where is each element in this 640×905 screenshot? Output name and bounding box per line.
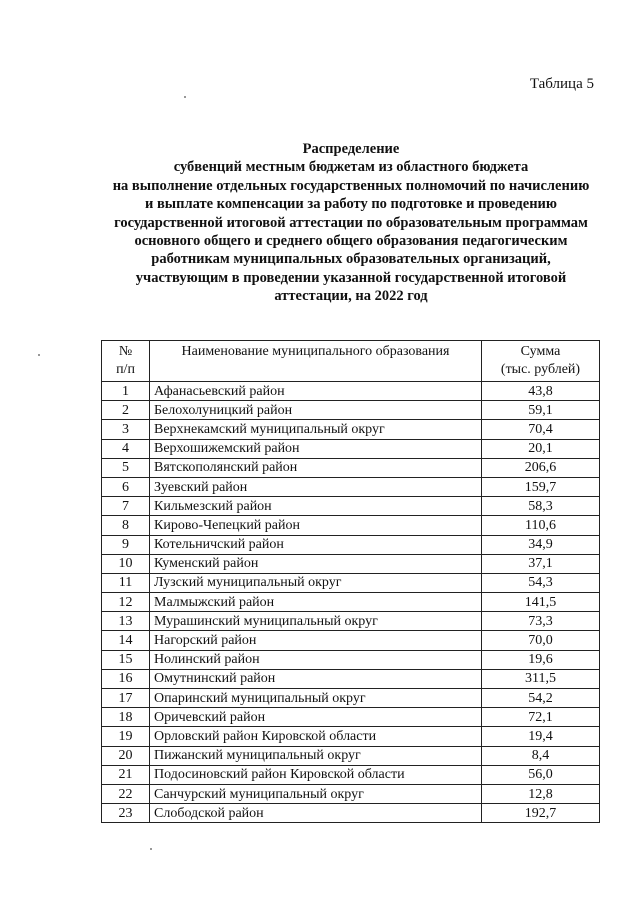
row-municipality-cell: Опаринский муниципальный округ <box>150 689 482 708</box>
row-number-cell: 3 <box>102 420 150 439</box>
table-row <box>102 382 600 401</box>
row-number-cell: 14 <box>102 631 150 650</box>
table-number-label: Таблица 5 <box>529 76 594 92</box>
row-municipality-cell: Пижанский муниципальный округ <box>150 746 482 765</box>
row-municipality-cell: Слободской район <box>150 804 482 823</box>
table-row <box>102 784 600 803</box>
row-municipality-cell: Верхнекамский муниципальный округ <box>150 420 482 439</box>
distribution-table <box>101 340 600 823</box>
row-sum-cell: 72,1 <box>482 708 600 727</box>
row-sum-cell: 206,6 <box>482 458 600 477</box>
table-row <box>102 689 600 708</box>
row-sum-cell: 73,3 <box>482 612 600 631</box>
row-municipality-cell: Мурашинский муниципальный округ <box>150 612 482 631</box>
table-row <box>102 612 600 631</box>
row-municipality-cell: Омутнинский район <box>150 669 482 688</box>
table-row <box>102 708 600 727</box>
table-row <box>102 573 600 592</box>
row-number-cell: 20 <box>102 746 150 765</box>
row-number-cell: 16 <box>102 669 150 688</box>
row-number-cell: 15 <box>102 650 150 669</box>
table-row <box>102 804 600 823</box>
row-municipality-cell: Оричевский район <box>150 708 482 727</box>
row-sum-cell: 192,7 <box>482 804 600 823</box>
table-row <box>102 401 600 420</box>
row-number-cell: 18 <box>102 708 150 727</box>
row-municipality-cell: Кильмезский район <box>150 497 482 516</box>
row-sum-cell: 8,4 <box>482 746 600 765</box>
title-line: на выполнение отдельных государственных полномочий по начислению <box>112 177 590 194</box>
row-number-cell: 8 <box>102 516 150 535</box>
row-number-cell: 13 <box>102 612 150 631</box>
table-row <box>102 516 600 535</box>
row-number-cell: 10 <box>102 554 150 573</box>
row-number-cell: 23 <box>102 804 150 823</box>
row-number-cell: 9 <box>102 535 150 554</box>
row-municipality-cell: Куменский район <box>150 554 482 573</box>
scan-speck <box>38 354 40 356</box>
table-row <box>102 631 600 650</box>
row-sum-cell: 19,4 <box>482 727 600 746</box>
row-municipality-cell: Вятскополянский район <box>150 458 482 477</box>
row-municipality-cell: Малмыжский район <box>150 593 482 612</box>
row-number-cell: 6 <box>102 477 150 496</box>
row-municipality-cell: Афанасьевский район <box>150 382 482 401</box>
title-line: основного общего и среднего общего образования педагогическим <box>134 233 568 250</box>
row-sum-cell: 159,7 <box>482 477 600 496</box>
row-sum-cell: 54,3 <box>482 573 600 592</box>
table-row <box>102 439 600 458</box>
row-number-cell: 12 <box>102 593 150 612</box>
title-line: работникам муниципальных образовательных организаций, <box>151 251 551 268</box>
row-sum-cell: 54,2 <box>482 689 600 708</box>
row-municipality-cell: Верхошижемский район <box>150 439 482 458</box>
row-sum-cell: 12,8 <box>482 784 600 803</box>
row-number-cell: 11 <box>102 573 150 592</box>
header-sum <box>482 341 600 382</box>
table-row <box>102 458 600 477</box>
row-municipality-cell: Подосиновский район Кировской области <box>150 765 482 784</box>
table-row <box>102 420 600 439</box>
table-row <box>102 746 600 765</box>
header-number <box>102 341 150 382</box>
row-municipality-cell: Лузский муниципальный округ <box>150 573 482 592</box>
title-line: участвующим в проведении указанной государственной итоговой <box>135 269 567 286</box>
row-sum-cell: 20,1 <box>482 439 600 458</box>
row-sum-cell: 37,1 <box>482 554 600 573</box>
row-number-cell: 2 <box>102 401 150 420</box>
row-sum-cell: 34,9 <box>482 535 600 554</box>
title-line: и выплате компенсации за работу по подготовке и проведению <box>145 196 557 213</box>
row-number-cell: 17 <box>102 689 150 708</box>
row-municipality-cell: Санчурский муниципальный округ <box>150 784 482 803</box>
title-line: Распределение <box>302 141 400 157</box>
scan-speck <box>150 848 152 850</box>
table-body <box>102 382 600 823</box>
title-line: субвенций местным бюджетам из областного бюджета <box>173 159 529 176</box>
title-line: аттестации, на 2022 год <box>274 288 428 305</box>
row-number-cell: 1 <box>102 382 150 401</box>
document-title <box>96 140 606 306</box>
row-municipality-cell: Белохолуницкий район <box>150 401 482 420</box>
row-municipality-cell: Нолинский район <box>150 650 482 669</box>
row-sum-cell: 19,6 <box>482 650 600 669</box>
row-sum-cell: 56,0 <box>482 765 600 784</box>
table-row <box>102 535 600 554</box>
table-row <box>102 765 600 784</box>
table-row <box>102 554 600 573</box>
header-number-symbol: № <box>118 344 133 359</box>
row-number-cell: 21 <box>102 765 150 784</box>
row-sum-cell: 141,5 <box>482 593 600 612</box>
row-number-cell: 5 <box>102 458 150 477</box>
title-line: государственной итоговой аттестации по образовательным программам <box>114 214 588 231</box>
row-municipality-cell: Котельничский район <box>150 535 482 554</box>
table-row <box>102 727 600 746</box>
header-sum-label: Сумма <box>520 344 561 359</box>
row-number-cell: 19 <box>102 727 150 746</box>
row-sum-cell: 311,5 <box>482 669 600 688</box>
row-municipality-cell: Орловский район Кировской области <box>150 727 482 746</box>
row-sum-cell: 58,3 <box>482 497 600 516</box>
scan-speck <box>184 96 186 98</box>
row-municipality-cell: Нагорский район <box>150 631 482 650</box>
row-sum-cell: 59,1 <box>482 401 600 420</box>
table-row <box>102 650 600 669</box>
row-municipality-cell: Кирово-Чепецкий район <box>150 516 482 535</box>
row-municipality-cell: Зуевский район <box>150 477 482 496</box>
table-row <box>102 669 600 688</box>
row-sum-cell: 110,6 <box>482 516 600 535</box>
table-row <box>102 477 600 496</box>
table-row <box>102 593 600 612</box>
row-number-cell: 4 <box>102 439 150 458</box>
row-sum-cell: 70,0 <box>482 631 600 650</box>
row-number-cell: 22 <box>102 784 150 803</box>
header-municipality: Наименование муниципального образования <box>150 341 482 382</box>
row-number-cell: 7 <box>102 497 150 516</box>
row-sum-cell: 43,8 <box>482 382 600 401</box>
header-number-pp: п/п <box>116 362 135 377</box>
table-header-row <box>102 341 600 382</box>
table-row <box>102 497 600 516</box>
header-sum-unit: (тыс. рублей) <box>500 362 581 377</box>
row-sum-cell: 70,4 <box>482 420 600 439</box>
